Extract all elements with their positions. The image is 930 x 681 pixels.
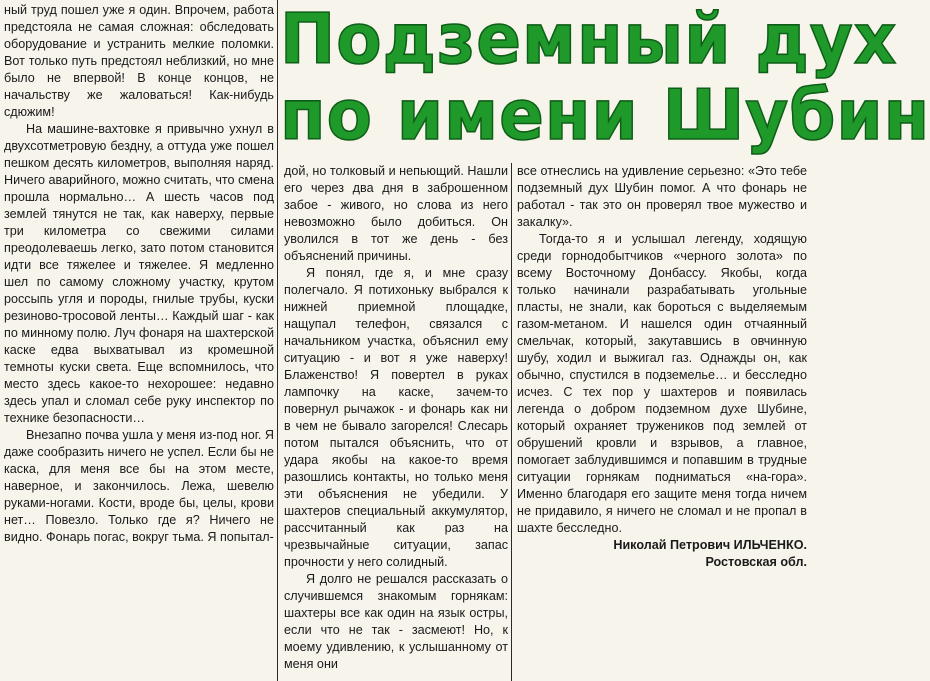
column-divider: [511, 163, 512, 681]
paragraph: все отнеслись на удивление серьезно: «Это тебе подземный дух Шубин помог. А что фонарь не работал - так это он проверял твое мужество и закалку».: [517, 164, 807, 229]
author-region: Ростовская обл.: [705, 555, 807, 569]
paragraph: Я долго не решался рассказать о случившемся знакомым горнякам: шахтеры все как один на язык остры, если что не так - засмеют! Но, к моему удивлению, к услышанному от меня они: [284, 572, 508, 671]
paragraph: На машине-вахтовке я привычно ухнул в двухсотметровую бездну, а оттуда уже пошел пешком десять километров, выполняя наряд. Ничего аварийного, можно считать, что смена прошла нормально… А шесть часов под землей тянутся не так, как наверху, первые три километра со свежими силами преодолеваешь легко, зато потом становится идти все тяжелее и тяжелее. Я медленно шел по самому сложному участку, крутом россыпь угля и породы, гнилые трубы, куски резиново-тросовой ленты… Каждый шаг - как по минному полю. Луч фонаря на шахтерской каске едва выхватывал из кромешной темноты куски света. Еще вспомнилось, что место здесь какое-то нехорошее: недавно здесь упал и сломал себе руку инспектор по технике безопасности…: [4, 122, 274, 425]
paragraph: Тогда-то я и услышал легенду, ходящую среди горнодобытчиков «черного золота» по всему Восточному Донбассу. Якобы, когда только начинали разрабатывать угольные пласты, не знали, как бороться с выделяемым газом-метаном. И нашелся один отчаянный смельчак, который, закутавшись в овчинную шубу, ходил и выжигал газ. Однажды он, как обычно, спустился в подземелье… и бесследно исчез. С тех пор у шахтеров и появилась легенда о добром подземном духе Шубине, который охраняет тружеников под землей от обрушений кровли и взрывов, а главное, помогает заблудившимся и попавшим в трудные ситуации горнякам подниматься «на-гора». Именно благодаря его защите меня тогда ничем не придавило, я ничего не сломал и не пропал в шахте бесследно.: [517, 232, 807, 535]
text-column-2: [284, 163, 508, 681]
paragraph: ный труд пошел уже я один. Впрочем, работа предстояла не самая сложная: обследовать оборудование и устранить мелкие поломки. Вот только путь предстоял неблизкий, но мне было не впервой! В конце концов, не начальству же жаловаться! Как-нибудь сдюжим!: [4, 3, 274, 119]
paragraph: Я понял, где я, и мне сразу полегчало. Я потихоньку выбрался к нижней приемной площадке, нащупал телефон, связался с начальником участка, объяснил ему ситуацию - и вот я уже наверху! Блаженство! Я повертел в руках лампочку на каске, зачем-то повернул рычажок - и фонарь как ни в чем не бывало загорелся! Слесарь потом пытался объяснить, что от удара якобы на какое-то время разошлись контакты, но только меня эти объяснения не убедили. У шахтеров специальный аккумулятор, рассчитанный как раз на чрезвычайные ситуации, запас прочности у него солидный.: [284, 266, 508, 569]
article-headline: [280, 0, 930, 160]
headline-line-2: по имени Шубин: [280, 74, 930, 156]
text-column-1: [4, 2, 274, 681]
headline-line-1: Подземный дух: [280, 0, 898, 80]
paragraph: дой, но толковый и непьющий. Нашли его через два дня в заброшенном забое - живого, но слова из него невозможно было добиться. Он уволился в тот же день - без объяснений причины.: [284, 164, 508, 263]
text-column-3: [517, 163, 807, 681]
paragraph: Внезапно почва ушла у меня из-под ног. Я даже сообразить ничего не успел. Если бы не каска, для меня все бы на этом месте, наверное, и закончилось. Лежа, шевелю руками-ногами. Кости, вроде бы, целы, крови нет… Повезло. Только где я? Ничего не видно. Фонарь погас, вокруг тьма. Я попытал-: [4, 428, 274, 544]
author-signature: Николай Петрович ИЛЬЧЕНКО.: [613, 538, 807, 552]
column-divider: [277, 0, 278, 681]
